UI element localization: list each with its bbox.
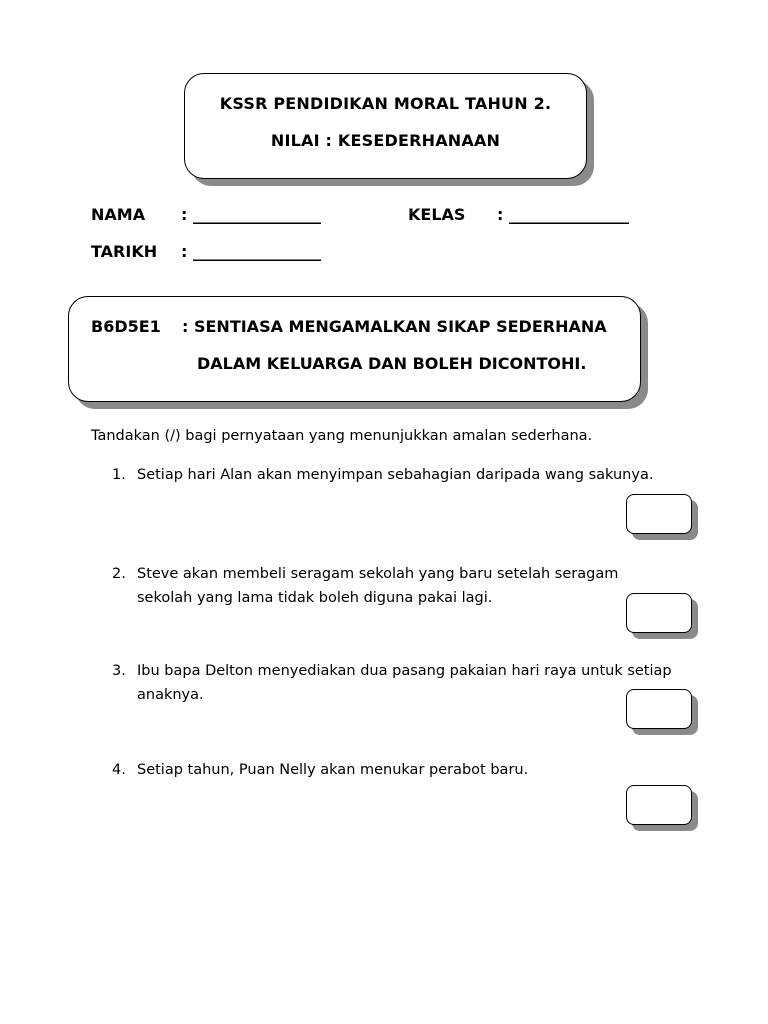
item-text: Steve akan membeli seragam sekolah yang baru setelah seragam sekolah yang lama tidak boleh diguna pakai lagi.: [137, 566, 619, 606]
title-box: [184, 73, 587, 179]
value-title: NILAI : KESEDERHANAAN: [270, 131, 501, 150]
standard-line-1: : SENTIASA MENGAMALKAN SIKAP SEDERHANA: [182, 317, 607, 336]
item-text: Setiap hari Alan akan menyimpan sebahagian daripada wang sakunya.: [137, 467, 654, 483]
answer-box-3[interactable]: [626, 689, 692, 729]
item-text: Ibu bapa Delton menyediakan dua pasang pakaian hari raya untuk setiap anaknya.: [137, 663, 672, 703]
standard-line-2: DALAM KELUARGA DAN BOLEH DICONTOHI.: [197, 354, 587, 373]
instruction-text: Tandakan (/) bagi pernyataan yang menunjukkan amalan sederhana.: [91, 428, 593, 444]
standard-box: [68, 296, 641, 402]
item-number: 4.: [112, 762, 126, 778]
tarikh-label: TARIKH: [91, 242, 158, 261]
answer-box-2[interactable]: [626, 593, 692, 633]
item-number: 3.: [112, 663, 126, 679]
kelas-field[interactable]: : _______________: [497, 205, 629, 224]
item-number: 1.: [112, 467, 126, 483]
answer-box-4[interactable]: [626, 785, 692, 825]
nama-label: NAMA: [91, 205, 146, 224]
kelas-label: KELAS: [408, 205, 466, 224]
standard-code: B6D5E1: [91, 317, 161, 336]
item-text: Setiap tahun, Puan Nelly akan menukar perabot baru.: [137, 762, 529, 778]
worksheet-title: KSSR PENDIDIKAN MORAL TAHUN 2.: [219, 94, 552, 113]
answer-box-1[interactable]: [626, 494, 692, 534]
item-number: 2.: [112, 566, 126, 582]
nama-field[interactable]: : ________________: [181, 205, 321, 224]
tarikh-field[interactable]: : ________________: [181, 242, 321, 261]
